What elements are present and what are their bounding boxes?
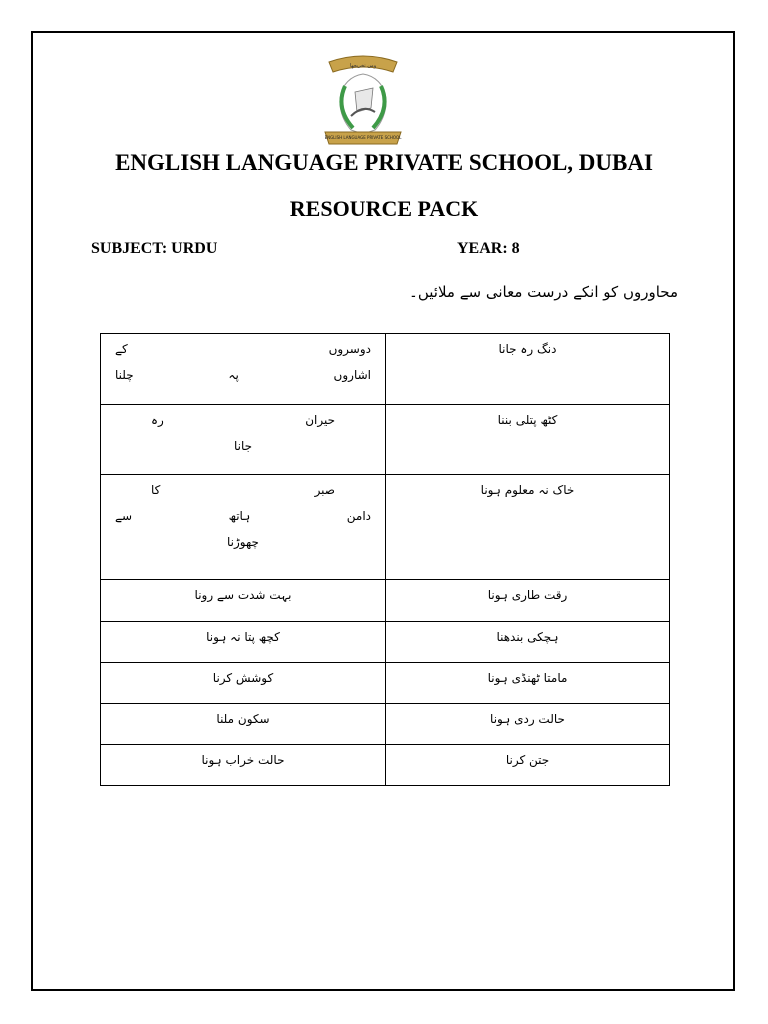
idiom-matching-table (100, 333, 670, 786)
table-row (101, 475, 670, 580)
idiom-cell: رقت طاری ہونا (386, 580, 670, 622)
idiom-cell: خاک نہ معلوم ہونا (386, 475, 670, 580)
meaning-word: رہ (151, 413, 164, 427)
meaning-word: چلنا (115, 368, 134, 382)
meaning-word: دوسروں (328, 342, 371, 356)
meaning-word: جانا (233, 439, 253, 453)
pack-title: RESOURCE PACK (289, 196, 479, 221)
idiom-cell: حالت ردی ہونا (386, 704, 670, 745)
meaning-word: سے (115, 509, 133, 523)
meaning-word: حیران (305, 413, 335, 427)
meaning-word: ہاتھ (228, 509, 251, 523)
logo-banner-text: ENGLISH LANGUAGE PRIVATE SCHOOL (324, 135, 402, 140)
meaning-word: اشاروں (333, 368, 371, 382)
meaning-word: کا (151, 483, 161, 497)
idiom-cell: کٹھ پتلی بننا (386, 405, 670, 475)
meaning-cell (101, 405, 386, 475)
meaning-word: دامن (346, 509, 371, 523)
meaning-cell: سکون ملنا (101, 704, 386, 745)
table-row (101, 334, 670, 405)
meaning-word: چھوڑنا (227, 535, 259, 549)
school-name: ENGLISH LANGUAGE PRIVATE SCHOOL, DUBAI (115, 150, 653, 175)
idiom-cell: ہچکی بندھنا (386, 622, 670, 663)
year-label: YEAR: 8 (457, 240, 520, 257)
meaning-cell: بہت شدت سے رونا (101, 580, 386, 622)
meaning-word: پہ (228, 368, 239, 382)
instruction-text: محاوروں کو انکے درست معانی سے ملائیں۔ (409, 283, 678, 301)
meaning-cell (101, 334, 386, 405)
idiom-cell: جتن کرنا (386, 745, 670, 786)
meaning-cell: کوشش کرنا (101, 663, 386, 704)
idiom-cell: دنگ رہ جانا (386, 334, 670, 405)
meaning-cell: کچھ پتا نہ ہونا (101, 622, 386, 663)
logo-ribbon-text: ومن تخريجها (349, 63, 377, 69)
subject-label: SUBJECT: URDU (91, 240, 218, 257)
table-row (101, 580, 670, 622)
school-logo (321, 52, 405, 148)
meaning-word: کے (115, 342, 128, 356)
table-row (101, 663, 670, 704)
table-row (101, 405, 670, 475)
table-row (101, 704, 670, 745)
meaning-cell: حالت خراب ہونا (101, 745, 386, 786)
meaning-word: صبر (314, 483, 335, 497)
table-row (101, 745, 670, 786)
meaning-cell (101, 475, 386, 580)
table-row (101, 622, 670, 663)
idiom-cell: مامتا ٹھنڈی ہونا (386, 663, 670, 704)
